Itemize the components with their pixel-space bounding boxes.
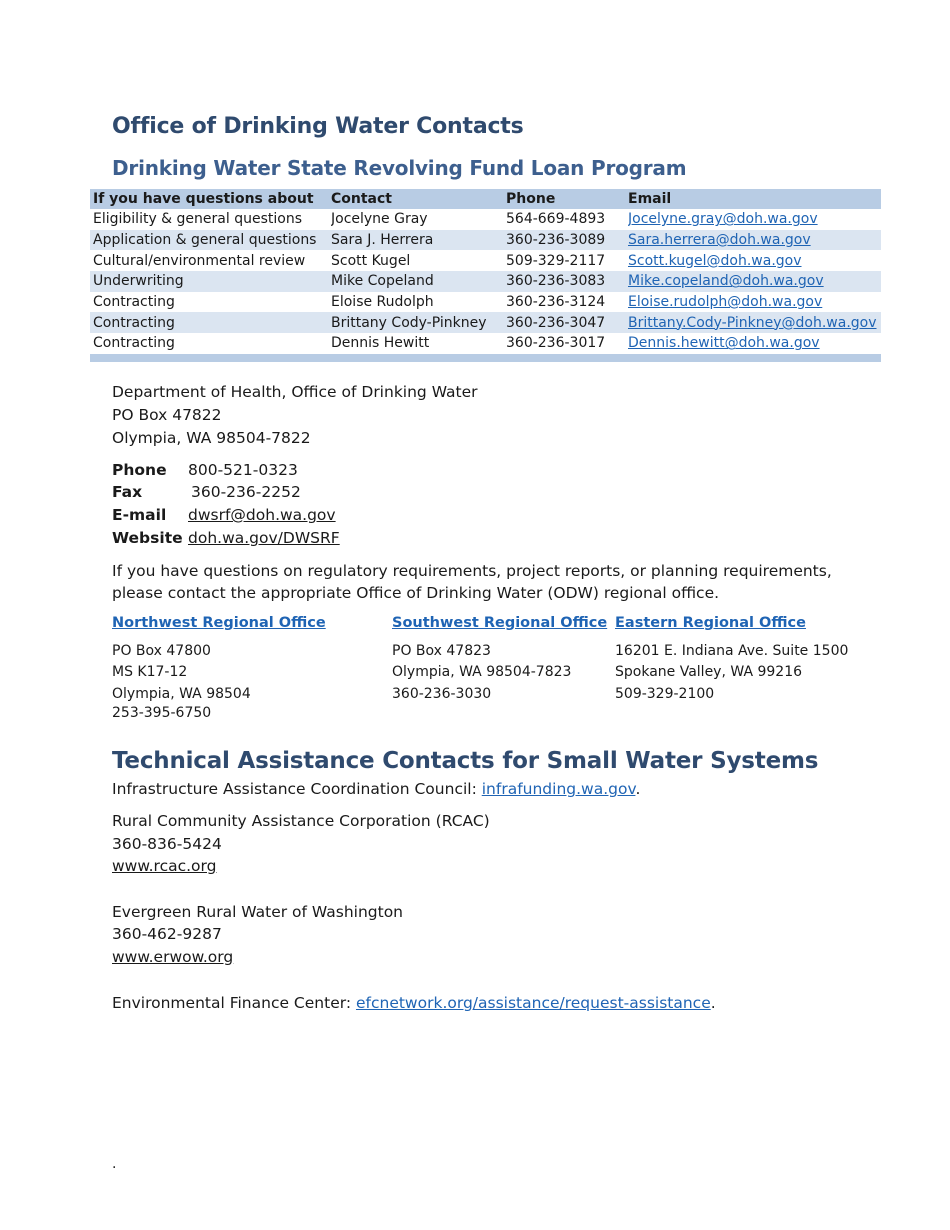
address-line-3: Olympia, WA 98504-7822 — [112, 429, 311, 447]
row-contact: Jocelyne Gray — [331, 211, 428, 228]
row-phone: 509-329-2117 — [506, 252, 606, 269]
column-header-email: Email — [628, 191, 672, 207]
row-contact: Scott Kugel — [331, 252, 411, 269]
contacts-table — [90, 189, 881, 362]
efc-end: . — [710, 994, 716, 1012]
row-email-link[interactable]: Mike.copeland@doh.wa.gov — [628, 273, 824, 290]
row-topic: Eligibility & general questions — [93, 211, 302, 228]
table-row — [90, 230, 881, 251]
row-phone: 360-236-3083 — [506, 273, 606, 290]
iacc-text: Infrastructure Assistance Coordination Council: — [112, 780, 482, 798]
northwest-office-line: Olympia, WA 98504 — [112, 686, 251, 702]
iacc-line — [112, 780, 640, 798]
northwest-office-line: PO Box 47800 — [112, 643, 211, 659]
row-phone: 360-236-3017 — [506, 335, 606, 352]
erwow-name: Evergreen Rural Water of Washington — [112, 903, 403, 921]
address-line-2: PO Box 47822 — [112, 406, 222, 424]
row-email-link[interactable]: Eloise.rudolph@doh.wa.gov — [628, 294, 823, 311]
row-phone: 564-669-4893 — [506, 211, 606, 228]
table-row — [90, 333, 881, 354]
column-header-phone: Phone — [506, 191, 556, 207]
row-email-link[interactable]: Dennis.hewitt@doh.wa.gov — [628, 335, 820, 352]
southwest-office-line: 360-236-3030 — [392, 686, 492, 702]
technical-assistance-heading: Technical Assistance Contacts for Small Water Systems — [112, 748, 819, 774]
eastern-office-link[interactable]: Eastern Regional Office — [615, 615, 806, 631]
northwest-office-line: MS K17-12 — [112, 664, 188, 680]
row-topic: Cultural/environmental review — [93, 252, 306, 269]
footer-mark: . — [112, 1156, 117, 1172]
row-contact: Sara J. Herrera — [331, 232, 434, 249]
fax-value: 360-236-2252 — [191, 483, 301, 501]
row-topic: Application & general questions — [93, 232, 317, 249]
table-row — [90, 271, 881, 292]
phone-value: 800-521-0323 — [188, 461, 298, 479]
southwest-office-line: PO Box 47823 — [392, 643, 491, 659]
row-topic: Contracting — [93, 294, 175, 311]
email-label: E-mail — [112, 506, 167, 524]
efc-line — [112, 994, 716, 1012]
eastern-office-line: Spokane Valley, WA 99216 — [615, 664, 803, 680]
email-link[interactable]: dwsrf@doh.wa.gov — [188, 506, 336, 524]
row-phone: 360-236-3089 — [506, 232, 606, 249]
row-phone: 360-236-3124 — [506, 294, 606, 311]
northwest-office-link[interactable]: Northwest Regional Office — [112, 615, 326, 631]
erwow-phone: 360-462-9287 — [112, 925, 222, 943]
section-subtitle: Drinking Water State Revolving Fund Loan Program — [112, 156, 687, 180]
table-row — [90, 209, 881, 230]
table-row — [90, 250, 881, 271]
iacc-link[interactable]: infrafunding.wa.gov — [481, 780, 636, 798]
efc-text: Environmental Finance Center: — [112, 994, 356, 1012]
row-topic: Contracting — [93, 314, 175, 331]
table-footer-band — [90, 354, 881, 362]
row-contact: Mike Copeland — [331, 273, 434, 290]
row-contact: Dennis Hewitt — [331, 335, 430, 352]
row-email-link[interactable]: Scott.kugel@doh.wa.gov — [628, 252, 802, 269]
row-contact: Eloise Rudolph — [331, 294, 434, 311]
website-link[interactable]: doh.wa.gov/DWSRF — [188, 529, 340, 547]
row-phone: 360-236-3047 — [506, 314, 606, 331]
column-header-contact: Contact — [331, 191, 392, 207]
row-email-link[interactable]: Brittany.Cody-Pinkney@doh.wa.gov — [628, 314, 877, 331]
row-email-link[interactable]: Sara.herrera@doh.wa.gov — [628, 232, 811, 249]
iacc-end: . — [635, 780, 641, 798]
southwest-office-link[interactable]: Southwest Regional Office — [392, 615, 608, 631]
table-row — [90, 312, 881, 333]
page-title: Office of Drinking Water Contacts — [112, 114, 524, 139]
address-line-1: Department of Health, Office of Drinking Water — [112, 383, 478, 401]
fax-label: Fax — [112, 483, 143, 501]
rcac-phone: 360-836-5424 — [112, 835, 222, 853]
rcac-link[interactable]: www.rcac.org — [112, 857, 217, 875]
eastern-office-line: 509-329-2100 — [615, 686, 715, 702]
website-label: Website — [112, 529, 183, 547]
erwow-link[interactable]: www.erwow.org — [112, 948, 234, 966]
row-topic: Contracting — [93, 335, 175, 352]
column-header-topic: If you have questions about — [93, 191, 314, 207]
table-header-row — [90, 189, 881, 209]
efc-link[interactable]: efcnetwork.org/assistance/request-assistance — [355, 994, 711, 1012]
row-contact: Brittany Cody-Pinkney — [331, 314, 487, 331]
row-topic: Underwriting — [93, 273, 184, 290]
regional-intro-line-2: please contact the appropriate Office of Drinking Water (ODW) regional office. — [112, 584, 720, 602]
row-email-link[interactable]: Jocelyne.gray@doh.wa.gov — [628, 211, 818, 228]
eastern-office-line: 16201 E. Indiana Ave. Suite 1500 — [615, 643, 849, 659]
phone-label: Phone — [112, 461, 167, 479]
southwest-office-line: Olympia, WA 98504-7823 — [392, 664, 572, 680]
table-row — [90, 292, 881, 313]
northwest-office-line: 253-395-6750 — [112, 705, 212, 721]
regional-intro-line-1: If you have questions on regulatory requirements, project reports, or planning requirements, — [112, 562, 832, 580]
rcac-name: Rural Community Assistance Corporation (RCAC) — [112, 812, 490, 830]
